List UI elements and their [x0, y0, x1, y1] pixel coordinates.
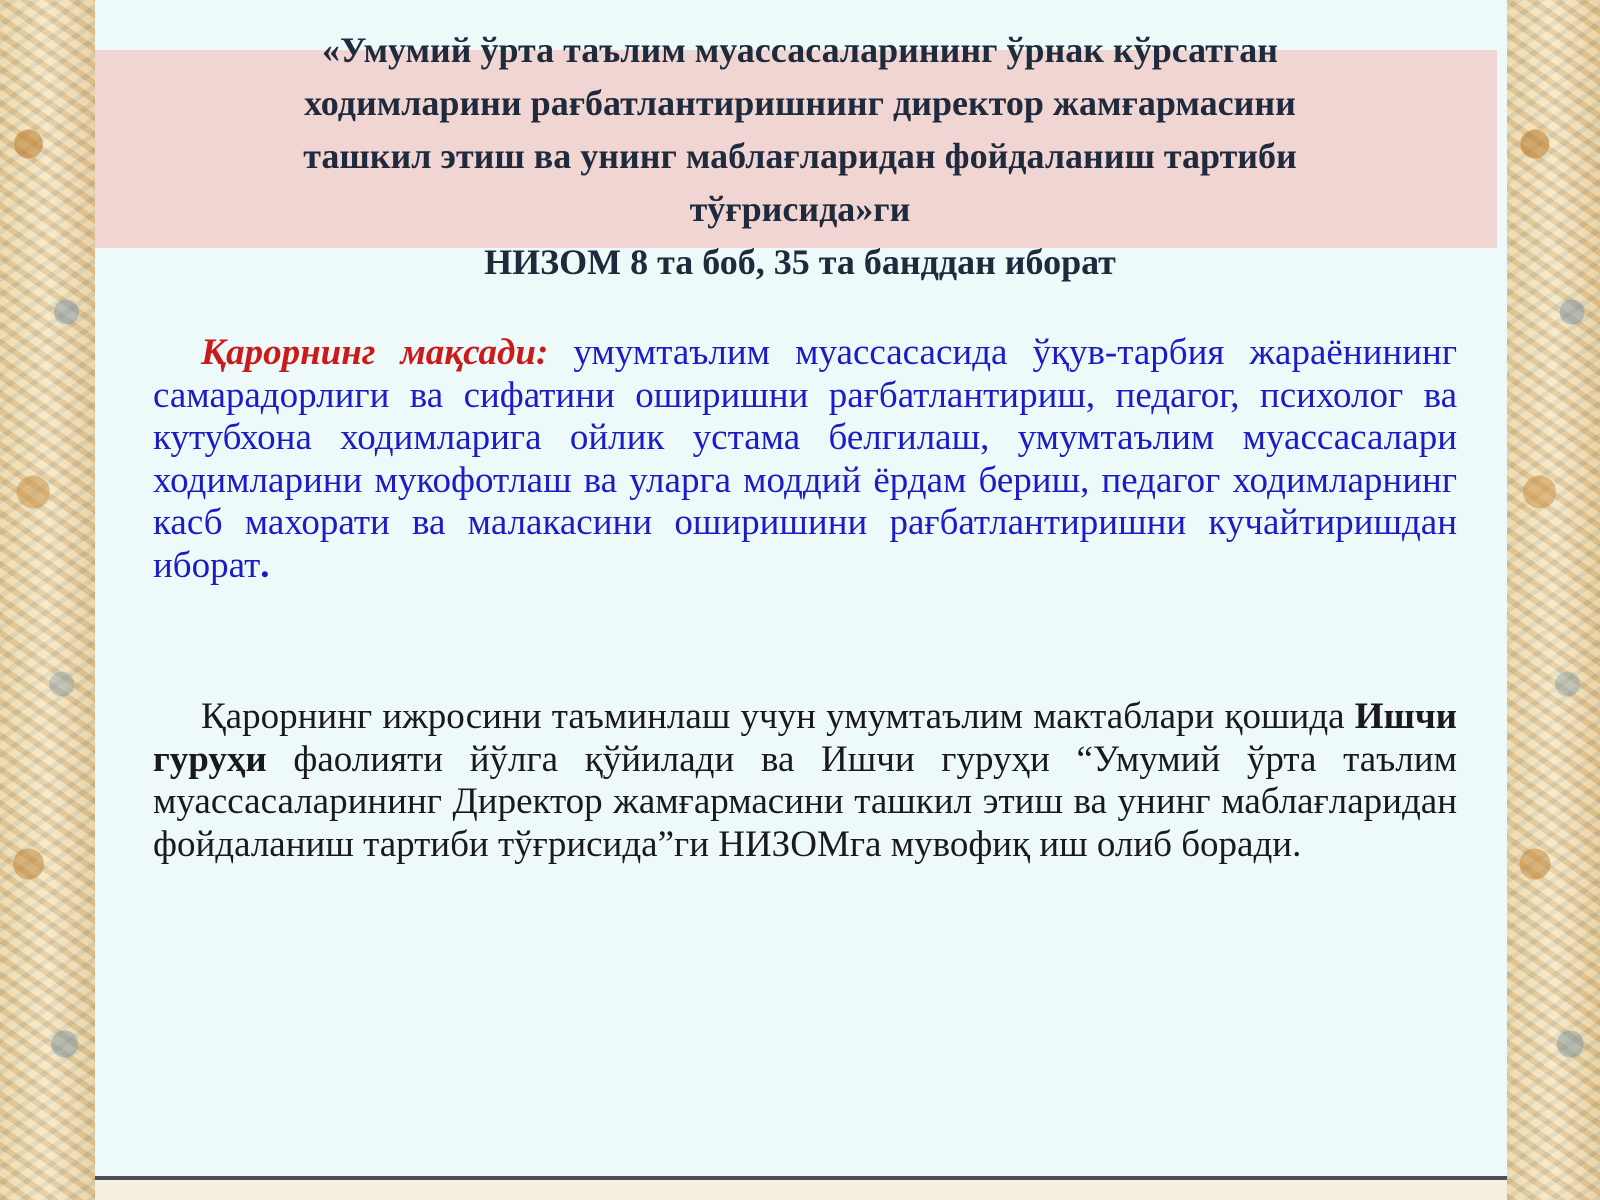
- ornamental-border-right: [1507, 0, 1600, 1200]
- title-line-2: ходимларини рағбатлантиришнинг директор жамғармасини: [304, 83, 1296, 123]
- implementation-part-2: фаолияти йўлга қўйилади ва Ишчи гуруҳи “Умумий ўрта таълим муассасаларининг Директор жамғармасини ташкил этиш ва унинг маблағларидан фойдаланиш тартиби тўғрисида”ги НИЗОМга мувофиқ иш олиб боради.: [153, 738, 1457, 865]
- ornamental-border-left: [0, 0, 95, 1200]
- purpose-lead: Қарорнинг мақсади:: [201, 332, 549, 373]
- implementation-paragraph: [153, 696, 1457, 866]
- title-line-5: НИЗОМ 8 та боб, 35 та банддан иборат: [484, 242, 1116, 282]
- purpose-paragraph: [153, 332, 1457, 587]
- purpose-body: умумтаълим муассасасида ўқув-тарбия жараёнининг самарадорлиги ва сифатини оширишни рағбатлантириш, педагог, психолог ва кутубхона ходимларига ойлик устама белгилаш, умумтаълим муассасалари ходимларини мукофотлаш ва уларга моддий ёрдам бериш, педагог ходимларнинг касб махорати ва малакасини оширишини рағбатлантиришни кучайтиришдан иборат: [153, 332, 1458, 586]
- slide-title: [120, 24, 1480, 289]
- title-line-4: тўғрисида»ги: [689, 189, 911, 229]
- working-group-term: Ишчи гуруҳи: [153, 696, 1457, 780]
- bottom-rule: [95, 1176, 1507, 1180]
- purpose-end: .: [260, 544, 270, 586]
- implementation-part-1: Қарорнинг ижросини таъминлаш учун умумтаълим мактаблари қошида: [201, 696, 1355, 737]
- title-line-3: ташкил этиш ва унинг маблағларидан фойдаланиш тартиби: [303, 136, 1297, 176]
- title-line-1: «Умумий ўрта таълим муассасаларининг ўрнак кўрсатган: [321, 30, 1278, 70]
